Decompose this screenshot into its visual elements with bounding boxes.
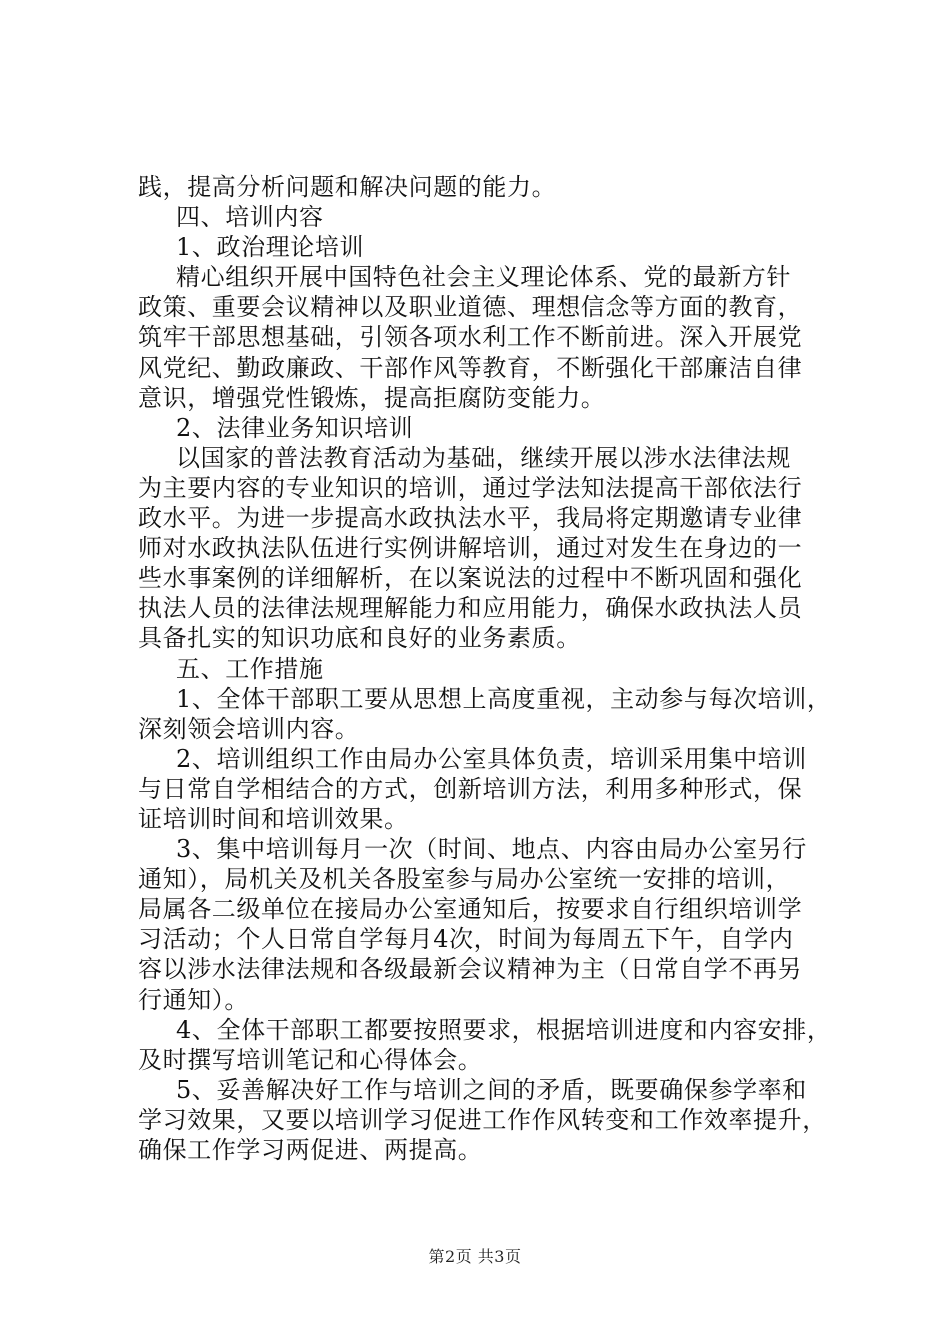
text-line: 政水平。为进一步提高水政执法水平，我局将定期邀请专业律	[138, 504, 803, 533]
text-line: 些水事案例的详细解析，在以案说法的过程中不断巩固和强化	[138, 564, 803, 593]
text-line: 以国家的普法教育活动为基础，继续开展以涉水法律法规	[176, 443, 791, 472]
text-line: 证培训时间和培训效果。	[138, 804, 409, 833]
text-line: 习活动；个人日常自学每月4次，时间为每周五下午，自学内	[138, 925, 794, 954]
text-line: 五、工作措施	[176, 654, 324, 683]
text-line: 通知），局机关及机关各股室参与局办公室统一安排的培训，	[138, 865, 791, 894]
text-line: 意识，增强党性锻炼，提高拒腐防变能力。	[138, 383, 606, 412]
text-line: 执法人员的法律法规理解能力和应用能力，确保水政执法人员	[138, 594, 803, 623]
text-line: 行通知）。	[138, 985, 249, 1014]
text-line: 四、培训内容	[176, 203, 324, 232]
text-line: 为主要内容的专业知识的培训，通过学法知法提高干部依法行	[138, 473, 803, 502]
text-line: 2、培训组织工作由局办公室具体负责，培训采用集中培训	[176, 744, 807, 773]
text-line: 筑牢干部思想基础，引领各项水利工作不断前进。深入开展党	[138, 323, 803, 352]
text-line: 风党纪、勤政廉政、干部作风等教育，不断强化干部廉洁自律	[138, 353, 803, 382]
text-line: 2、法律业务知识培训	[176, 413, 414, 442]
text-line: 1、政治理论培训	[176, 233, 365, 262]
document-body	[138, 172, 832, 1165]
text-line: 师对水政执法队伍进行实例讲解培训，通过对发生在身边的一	[138, 534, 803, 563]
text-line: 践，提高分析问题和解决问题的能力。	[138, 173, 557, 201]
text-line: 精心组织开展中国特色社会主义理论体系、党的最新方针	[176, 263, 791, 292]
text-line: 与日常自学相结合的方式，创新培训方法，利用多种形式，保	[138, 774, 803, 803]
text-line: 确保工作学习两促进、两提高。	[138, 1136, 483, 1164]
text-line: 具备扎实的知识功底和良好的业务素质。	[138, 624, 581, 653]
text-line: 学习效果，又要以培训学习促进工作作风转变和工作效率提升，	[138, 1105, 827, 1134]
page-footer: 第2页 共3页	[428, 1247, 522, 1266]
text-line: 容以涉水法律法规和各级最新会议精神为主（日常自学不再另	[138, 955, 803, 984]
text-line: 5、妥善解决好工作与培训之间的矛盾，既要确保参学率和	[176, 1075, 807, 1104]
text-line: 局属各二级单位在接局办公室通知后，按要求自行组织培训学	[138, 895, 803, 924]
text-line: 1、全体干部职工要从思想上高度重视，主动参与每次培训，	[176, 684, 832, 713]
text-line: 深刻领会培训内容。	[138, 714, 360, 743]
text-line: 及时撰写培训笔记和心得体会。	[138, 1045, 483, 1074]
text-line: 4、全体干部职工都要按照要求，根据培训进度和内容安排，	[176, 1015, 832, 1044]
text-line: 政策、重要会议精神以及职业道德、理想信念等方面的教育，	[138, 293, 803, 322]
text-line: 3、集中培训每月一次（时间、地点、内容由局办公室另行	[176, 835, 807, 864]
